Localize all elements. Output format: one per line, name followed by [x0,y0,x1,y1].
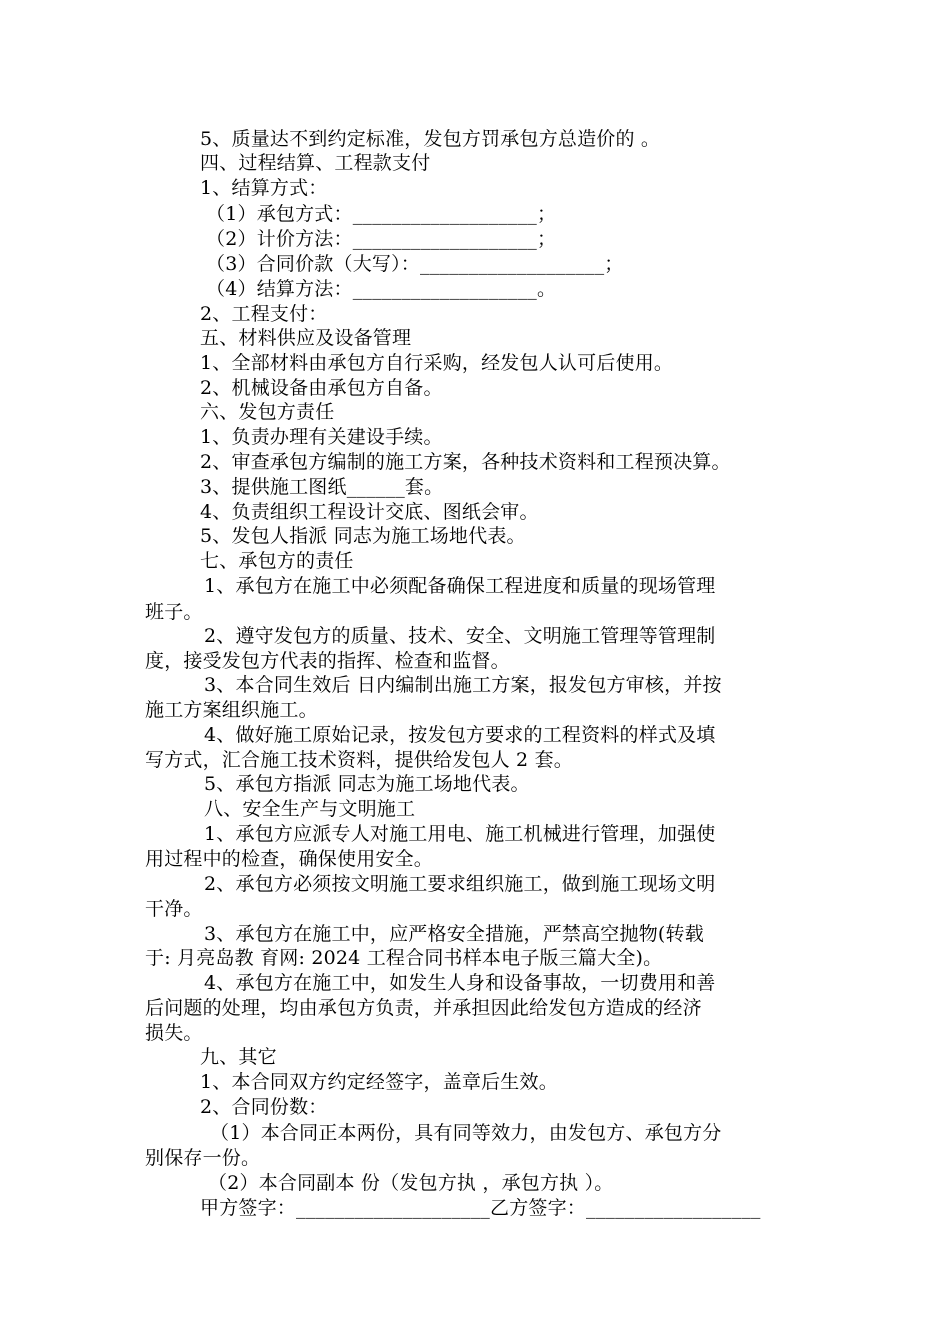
text-line: 3、本合同生效后 日内编制出施工方案，报发包方审核，并按 [204,674,722,696]
text-line: 后问题的处理，均由承包方负责，并承担因此给发包方造成的经济 [145,997,702,1019]
text-line: 4、负责组织工程设计交底、图纸会审。 [200,501,539,523]
text-line: 1、承包方在施工中必须配备确保工程进度和质量的现场管理 [204,575,716,597]
text-line: 2、承包方必须按文明施工要求组织施工，做到施工现场文明 [204,873,716,895]
text-line: 干净。 [145,898,203,920]
signature-line: 甲方签字：____________________乙方签字：__________________ [200,1197,761,1219]
text-line: 3、承包方在施工中，应严格安全措施，严禁高空抛物(转载 [204,923,704,945]
text-line: 别保存一份。 [145,1147,261,1169]
text-line: 2、机械设备由承包方自备。 [200,377,443,399]
text-line: 班子。 [145,601,203,623]
section-heading: 九、其它 [200,1046,277,1068]
section-heading: 四、过程结算、工程款支付 [200,152,431,174]
text-line: 4、做好施工原始记录，按发包方要求的工程资料的样式及填 [204,724,716,746]
text-line: （1）承包方式：___________________； [206,203,557,225]
text-line: （2）计价方法：___________________； [206,228,557,250]
text-line: 1、本合同双方约定经签字，盖章后生效。 [200,1071,558,1093]
text-line: （2）本合同副本 份（发包方执 ，承包方执 ）。 [208,1172,614,1194]
text-line: 5、发包人指派 同志为施工场地代表。 [200,525,526,547]
text-line: 4、承包方在施工中，如发生人身和设备事故，一切费用和善 [204,972,716,994]
text-line: 1、结算方式： [200,177,328,199]
text-line: 2、审查承包方编制的施工方案，各种技术资料和工程预决算。 [200,451,731,473]
text-line: 1、全部材料由承包方自行采购，经发包人认可后使用。 [200,352,674,374]
text-line: 用过程中的检查，确保使用安全。 [145,848,434,870]
section-heading: 七、承包方的责任 [200,550,354,572]
text-line: 1、承包方应派专人对施工用电、施工机械进行管理，加强使 [204,823,716,845]
text-line: （4）结算方法：___________________。 [206,278,557,300]
text-line: 5、承包方指派 同志为施工场地代表。 [204,773,530,795]
text-line: 损失。 [145,1022,203,1044]
text-line: 2、合同份数： [200,1096,328,1118]
text-line: 3、提供施工图纸______套。 [200,476,444,498]
text-line: （3）合同价款（大写）：___________________； [206,253,624,275]
text-line: 于: 月亮岛教 育网: 2024 工程合同书样本电子版三篇大全)。 [145,947,663,969]
text-line: 写方式，汇合施工技术资料，提供给发包人 2 套。 [145,749,573,771]
text-line: 2、工程支付： [200,303,328,325]
section-heading: 六、发包方责任 [200,401,335,423]
section-heading: 八、安全生产与文明施工 [204,798,416,820]
text-line: （1）本合同正本两份，具有同等效力，由发包方、承包方分 [210,1122,722,1144]
section-heading: 五、材料供应及设备管理 [200,327,412,349]
text-line: 1、负责办理有关建设手续。 [200,426,443,448]
text-line: 施工方案组织施工。 [145,699,318,721]
text-line: 度，接受发包方代表的指挥、检查和监督。 [145,650,510,672]
text-line: 2、遵守发包方的质量、技术、安全、文明施工管理等管理制 [204,625,716,647]
text-line: 5、质量达不到约定标准，发包方罚承包方总造价的 。 [200,128,661,150]
